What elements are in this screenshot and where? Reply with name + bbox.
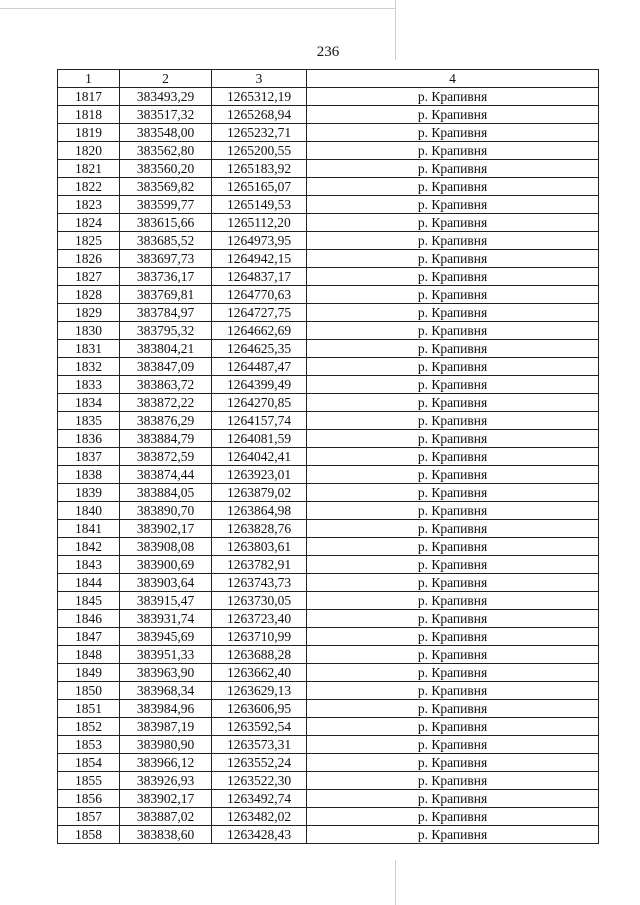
point-number-cell: 1843 (58, 556, 120, 574)
description-cell: р. Крапивня (307, 610, 599, 628)
point-number-cell: 1831 (58, 340, 120, 358)
point-number-cell: 1830 (58, 322, 120, 340)
point-number-cell: 1853 (58, 736, 120, 754)
description-cell: р. Крапивня (307, 592, 599, 610)
table-row (58, 358, 599, 376)
x-coordinate-cell: 383968,34 (120, 682, 212, 700)
table-row (58, 556, 599, 574)
x-coordinate-cell: 383931,74 (120, 610, 212, 628)
description-cell: р. Крапивня (307, 538, 599, 556)
table-row (58, 682, 599, 700)
x-coordinate-cell: 383847,09 (120, 358, 212, 376)
table-row (58, 268, 599, 286)
y-coordinate-cell: 1264042,41 (212, 448, 307, 466)
table-row (58, 538, 599, 556)
description-cell: р. Крапивня (307, 394, 599, 412)
point-number-cell: 1829 (58, 304, 120, 322)
y-coordinate-cell: 1263629,13 (212, 682, 307, 700)
point-number-cell: 1852 (58, 718, 120, 736)
x-coordinate-cell: 383876,29 (120, 412, 212, 430)
description-cell: р. Крапивня (307, 376, 599, 394)
table-row (58, 124, 599, 142)
table-row (58, 646, 599, 664)
description-cell: р. Крапивня (307, 520, 599, 538)
description-cell: р. Крапивня (307, 628, 599, 646)
y-coordinate-cell: 1265112,20 (212, 214, 307, 232)
table-row (58, 304, 599, 322)
point-number-cell: 1832 (58, 358, 120, 376)
x-coordinate-cell: 383872,59 (120, 448, 212, 466)
table-row (58, 772, 599, 790)
point-number-cell: 1841 (58, 520, 120, 538)
table-row (58, 790, 599, 808)
point-number-cell: 1845 (58, 592, 120, 610)
table-row (58, 88, 599, 106)
point-number-cell: 1836 (58, 430, 120, 448)
y-coordinate-cell: 1263492,74 (212, 790, 307, 808)
description-cell: р. Крапивня (307, 322, 599, 340)
x-coordinate-cell: 383562,80 (120, 142, 212, 160)
table-row (58, 484, 599, 502)
point-number-cell: 1820 (58, 142, 120, 160)
scan-artifact-bottom (395, 860, 396, 905)
y-coordinate-cell: 1263522,30 (212, 772, 307, 790)
x-coordinate-cell: 383915,47 (120, 592, 212, 610)
table-row (58, 412, 599, 430)
y-coordinate-cell: 1263592,54 (212, 718, 307, 736)
description-cell: р. Крапивня (307, 196, 599, 214)
x-coordinate-cell: 383560,20 (120, 160, 212, 178)
x-coordinate-cell: 383884,79 (120, 430, 212, 448)
table-row (58, 574, 599, 592)
description-cell: р. Крапивня (307, 106, 599, 124)
y-coordinate-cell: 1264770,63 (212, 286, 307, 304)
x-coordinate-cell: 383908,08 (120, 538, 212, 556)
point-number-cell: 1822 (58, 178, 120, 196)
point-number-cell: 1827 (58, 268, 120, 286)
point-number-cell: 1847 (58, 628, 120, 646)
y-coordinate-cell: 1264487,47 (212, 358, 307, 376)
y-coordinate-cell: 1263923,01 (212, 466, 307, 484)
table-row (58, 754, 599, 772)
y-coordinate-cell: 1263828,76 (212, 520, 307, 538)
description-cell: р. Крапивня (307, 736, 599, 754)
point-number-cell: 1858 (58, 826, 120, 844)
y-coordinate-cell: 1263803,61 (212, 538, 307, 556)
description-cell: р. Крапивня (307, 448, 599, 466)
y-coordinate-cell: 1264727,75 (212, 304, 307, 322)
description-cell: р. Крапивня (307, 142, 599, 160)
table-row (58, 214, 599, 232)
table-row (58, 196, 599, 214)
point-number-cell: 1848 (58, 646, 120, 664)
x-coordinate-cell: 383903,64 (120, 574, 212, 592)
table-row (58, 736, 599, 754)
point-number-cell: 1855 (58, 772, 120, 790)
x-coordinate-cell: 383902,17 (120, 790, 212, 808)
table-row (58, 160, 599, 178)
x-coordinate-cell: 383599,77 (120, 196, 212, 214)
description-cell: р. Крапивня (307, 340, 599, 358)
table-row (58, 106, 599, 124)
y-coordinate-cell: 1265200,55 (212, 142, 307, 160)
table-row (58, 322, 599, 340)
x-coordinate-cell: 383769,81 (120, 286, 212, 304)
point-number-cell: 1851 (58, 700, 120, 718)
y-coordinate-cell: 1263710,99 (212, 628, 307, 646)
description-cell: р. Крапивня (307, 160, 599, 178)
y-coordinate-cell: 1263723,40 (212, 610, 307, 628)
point-number-cell: 1840 (58, 502, 120, 520)
description-cell: р. Крапивня (307, 250, 599, 268)
x-coordinate-cell: 383887,02 (120, 808, 212, 826)
point-number-cell: 1834 (58, 394, 120, 412)
description-cell: р. Крапивня (307, 646, 599, 664)
x-coordinate-cell: 383902,17 (120, 520, 212, 538)
table-row (58, 142, 599, 160)
description-cell: р. Крапивня (307, 484, 599, 502)
table-row (58, 448, 599, 466)
x-coordinate-cell: 383872,22 (120, 394, 212, 412)
point-number-cell: 1839 (58, 484, 120, 502)
point-number-cell: 1838 (58, 466, 120, 484)
table-row (58, 592, 599, 610)
coordinates-table (57, 69, 599, 844)
table-row (58, 250, 599, 268)
point-number-cell: 1825 (58, 232, 120, 250)
description-cell: р. Крапивня (307, 556, 599, 574)
x-coordinate-cell: 383685,52 (120, 232, 212, 250)
x-coordinate-cell: 383926,93 (120, 772, 212, 790)
table-row (58, 394, 599, 412)
x-coordinate-cell: 383963,90 (120, 664, 212, 682)
y-coordinate-cell: 1265165,07 (212, 178, 307, 196)
point-number-cell: 1828 (58, 286, 120, 304)
y-coordinate-cell: 1264973,95 (212, 232, 307, 250)
x-coordinate-cell: 383890,70 (120, 502, 212, 520)
x-coordinate-cell: 383697,73 (120, 250, 212, 268)
table-row (58, 430, 599, 448)
table-row (58, 610, 599, 628)
x-coordinate-cell: 383874,44 (120, 466, 212, 484)
point-number-cell: 1821 (58, 160, 120, 178)
x-coordinate-cell: 383517,32 (120, 106, 212, 124)
table-row (58, 628, 599, 646)
column-header: 3 (212, 70, 307, 88)
y-coordinate-cell: 1264157,74 (212, 412, 307, 430)
y-coordinate-cell: 1263662,40 (212, 664, 307, 682)
table-row (58, 520, 599, 538)
x-coordinate-cell: 383493,29 (120, 88, 212, 106)
x-coordinate-cell: 383838,60 (120, 826, 212, 844)
point-number-cell: 1854 (58, 754, 120, 772)
page-number: 236 (316, 44, 340, 60)
description-cell: р. Крапивня (307, 88, 599, 106)
table-row (58, 376, 599, 394)
description-cell: р. Крапивня (307, 304, 599, 322)
point-number-cell: 1819 (58, 124, 120, 142)
y-coordinate-cell: 1263743,73 (212, 574, 307, 592)
y-coordinate-cell: 1263864,98 (212, 502, 307, 520)
description-cell: р. Крапивня (307, 682, 599, 700)
point-number-cell: 1824 (58, 214, 120, 232)
column-header: 4 (307, 70, 599, 88)
description-cell: р. Крапивня (307, 268, 599, 286)
description-cell: р. Крапивня (307, 412, 599, 430)
description-cell: р. Крапивня (307, 664, 599, 682)
description-cell: р. Крапивня (307, 466, 599, 484)
description-cell: р. Крапивня (307, 700, 599, 718)
table-row (58, 286, 599, 304)
x-coordinate-cell: 383987,19 (120, 718, 212, 736)
description-cell: р. Крапивня (307, 232, 599, 250)
column-header: 1 (58, 70, 120, 88)
table-row (58, 466, 599, 484)
x-coordinate-cell: 383900,69 (120, 556, 212, 574)
x-coordinate-cell: 383784,97 (120, 304, 212, 322)
x-coordinate-cell: 383863,72 (120, 376, 212, 394)
y-coordinate-cell: 1263606,95 (212, 700, 307, 718)
y-coordinate-cell: 1265268,94 (212, 106, 307, 124)
y-coordinate-cell: 1263573,31 (212, 736, 307, 754)
point-number-cell: 1850 (58, 682, 120, 700)
description-cell: р. Крапивня (307, 502, 599, 520)
table-row (58, 700, 599, 718)
description-cell: р. Крапивня (307, 826, 599, 844)
description-cell: р. Крапивня (307, 772, 599, 790)
x-coordinate-cell: 383884,05 (120, 484, 212, 502)
description-cell: р. Крапивня (307, 574, 599, 592)
point-number-cell: 1857 (58, 808, 120, 826)
x-coordinate-cell: 383736,17 (120, 268, 212, 286)
y-coordinate-cell: 1265183,92 (212, 160, 307, 178)
y-coordinate-cell: 1264081,59 (212, 430, 307, 448)
x-coordinate-cell: 383945,69 (120, 628, 212, 646)
description-cell: р. Крапивня (307, 790, 599, 808)
description-cell: р. Крапивня (307, 430, 599, 448)
description-cell: р. Крапивня (307, 808, 599, 826)
point-number-cell: 1844 (58, 574, 120, 592)
table-row (58, 718, 599, 736)
point-number-cell: 1842 (58, 538, 120, 556)
point-number-cell: 1833 (58, 376, 120, 394)
table-row (58, 340, 599, 358)
x-coordinate-cell: 383951,33 (120, 646, 212, 664)
point-number-cell: 1818 (58, 106, 120, 124)
y-coordinate-cell: 1264837,17 (212, 268, 307, 286)
table-row (58, 808, 599, 826)
y-coordinate-cell: 1265232,71 (212, 124, 307, 142)
x-coordinate-cell: 383569,82 (120, 178, 212, 196)
point-number-cell: 1846 (58, 610, 120, 628)
description-cell: р. Крапивня (307, 754, 599, 772)
point-number-cell: 1837 (58, 448, 120, 466)
x-coordinate-cell: 383966,12 (120, 754, 212, 772)
y-coordinate-cell: 1264270,85 (212, 394, 307, 412)
table-row (58, 664, 599, 682)
y-coordinate-cell: 1263730,05 (212, 592, 307, 610)
description-cell: р. Крапивня (307, 358, 599, 376)
point-number-cell: 1835 (58, 412, 120, 430)
table-body (58, 88, 599, 844)
description-cell: р. Крапивня (307, 124, 599, 142)
y-coordinate-cell: 1264399,49 (212, 376, 307, 394)
table-header-row (58, 70, 599, 88)
y-coordinate-cell: 1265312,19 (212, 88, 307, 106)
description-cell: р. Крапивня (307, 718, 599, 736)
x-coordinate-cell: 383795,32 (120, 322, 212, 340)
y-coordinate-cell: 1264662,69 (212, 322, 307, 340)
x-coordinate-cell: 383615,66 (120, 214, 212, 232)
x-coordinate-cell: 383804,21 (120, 340, 212, 358)
point-number-cell: 1826 (58, 250, 120, 268)
table-row (58, 502, 599, 520)
y-coordinate-cell: 1263782,91 (212, 556, 307, 574)
y-coordinate-cell: 1263482,02 (212, 808, 307, 826)
y-coordinate-cell: 1263879,02 (212, 484, 307, 502)
table-row (58, 178, 599, 196)
y-coordinate-cell: 1264625,35 (212, 340, 307, 358)
y-coordinate-cell: 1264942,15 (212, 250, 307, 268)
column-header: 2 (120, 70, 212, 88)
y-coordinate-cell: 1265149,53 (212, 196, 307, 214)
description-cell: р. Крапивня (307, 286, 599, 304)
y-coordinate-cell: 1263688,28 (212, 646, 307, 664)
x-coordinate-cell: 383984,96 (120, 700, 212, 718)
x-coordinate-cell: 383548,00 (120, 124, 212, 142)
y-coordinate-cell: 1263428,43 (212, 826, 307, 844)
table-row (58, 232, 599, 250)
point-number-cell: 1823 (58, 196, 120, 214)
scan-artifact-top (0, 8, 395, 9)
point-number-cell: 1817 (58, 88, 120, 106)
point-number-cell: 1849 (58, 664, 120, 682)
x-coordinate-cell: 383980,90 (120, 736, 212, 754)
point-number-cell: 1856 (58, 790, 120, 808)
y-coordinate-cell: 1263552,24 (212, 754, 307, 772)
description-cell: р. Крапивня (307, 214, 599, 232)
description-cell: р. Крапивня (307, 178, 599, 196)
table-row (58, 826, 599, 844)
